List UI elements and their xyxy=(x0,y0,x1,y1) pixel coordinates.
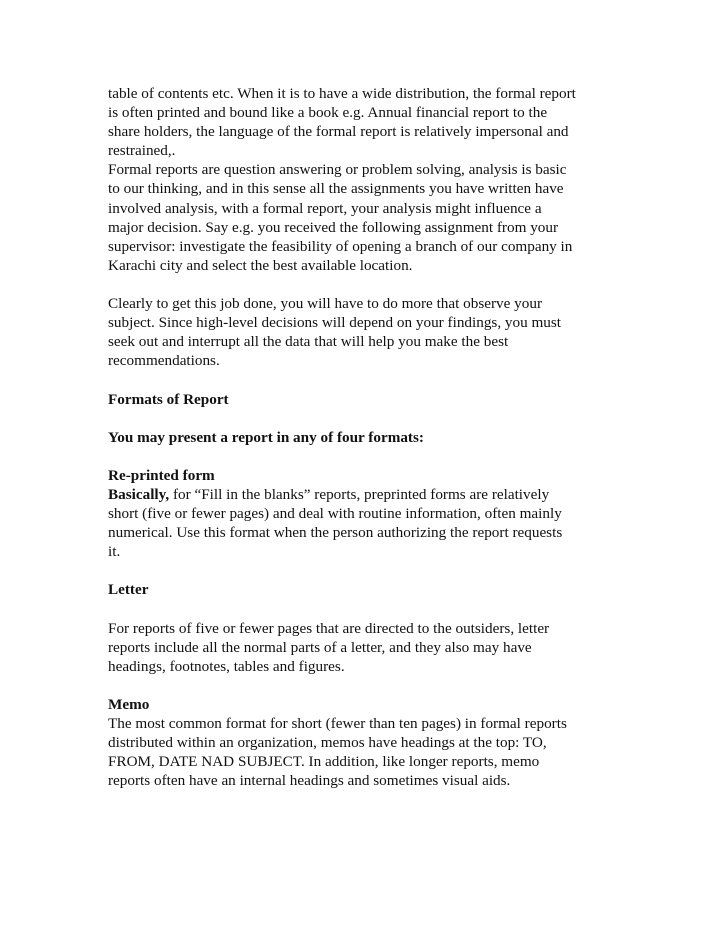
heading-memo: Memo xyxy=(108,696,150,713)
document-page xyxy=(108,84,628,810)
section-memo xyxy=(108,695,628,790)
reprinted-body: for “Fill in the blanks” reports, preprinted forms are relatively short (five or fewer pages) and deal with routine information, often mainly numerical. Use this format when the person authorizing the report requests it. xyxy=(108,485,563,561)
heading-letter: Letter xyxy=(108,581,149,599)
paragraph-reprinted xyxy=(108,485,628,561)
heading-formats-of-report: Formats of Report xyxy=(108,390,229,408)
paragraph-letter: For reports of five or fewer pages that are directed to the outsiders, letter reports include all the normal parts of a letter, and they also may have headings, footnotes, tables and figures. xyxy=(108,619,550,675)
paragraph-intro: table of contents etc. When it is to have a wide distribution, the formal report is often printed and bound like a book e.g. Annual financial report to the share holders, the language of the formal report is relatively impersonal and restrained,. xyxy=(108,85,576,160)
paragraph-analysis: Formal reports are question answering or problem solving, analysis is basic to our thinking, and in this sense all the assignments you have written have involved analysis, with a formal report, your analysis might influence a major decision. Say e.g. you received the following assignment from your supervisor: investigate the feasibility of opening a branch of our company in Karachi city and select the best available location. xyxy=(108,161,573,274)
section-reprinted-form xyxy=(108,466,628,561)
reprinted-lead-word: Basically, xyxy=(108,485,170,503)
heading-reprinted-form: Re-printed form xyxy=(108,466,215,484)
paragraph-memo: The most common format for short (fewer than ten pages) in formal reports distributed within an organization, memos have headings at the top: TO, FROM, DATE NAD SUBJECT. In addition, like longer reports, memo reports often have an internal headings and sometimes visual aids. xyxy=(108,715,567,790)
heading-four-formats: You may present a report in any of four formats: xyxy=(108,428,424,446)
paragraph-clearly: Clearly to get this job done, you will have to do more that observe your subject. Since high-level decisions will depend on your findings, you must seek out and interrupt all the data that will help you make the best recommendations. xyxy=(108,295,562,370)
